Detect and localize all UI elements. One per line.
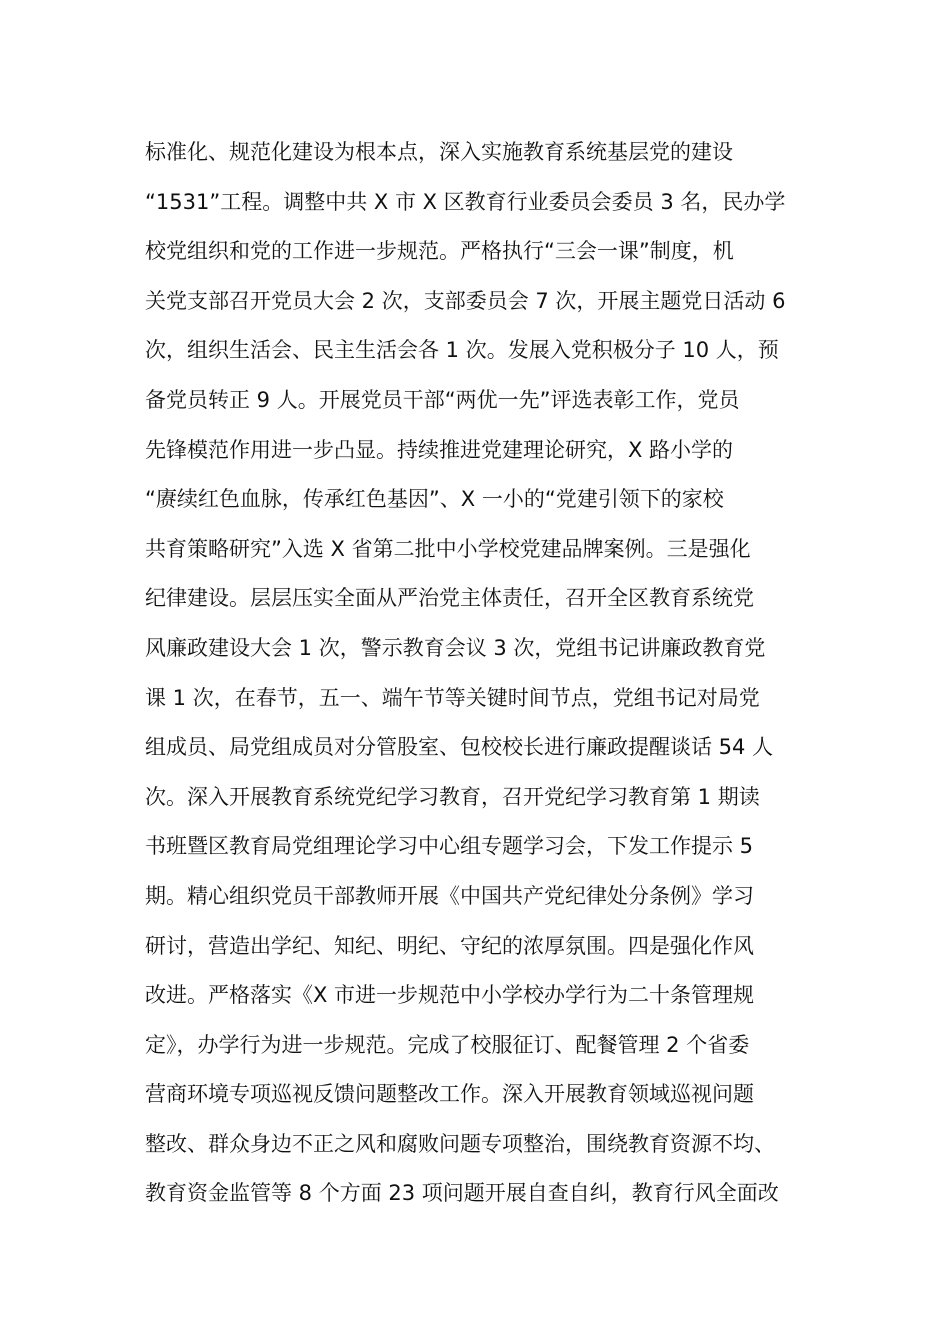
text-line-4: 关党支部召开党员大会 2 次，支部委员会 7 次，开展主题党日活动 6	[145, 288, 786, 313]
body-text	[145, 128, 825, 1219]
text-line-22: 教育资金监管等 8 个方面 23 项问题开展自查自纠，教育行风全面改	[145, 1181, 779, 1206]
text-line-20: 营商环境专项巡视反馈问题整改工作。深入开展教育领域巡视问题	[145, 1082, 754, 1107]
text-line-18: 改进。严格落实《X 市进一步规范中小学校办学行为二十条管理规	[145, 983, 755, 1008]
text-line-5: 次，组织生活会、民主生活会各 1 次。发展入党积极分子 10 人，预	[145, 338, 779, 363]
text-line-11: 风廉政建设大会 1 次，警示教育会议 3 次，党组书记讲廉政教育党	[145, 635, 766, 660]
text-line-1: 标准化、规范化建设为根本点，深入实施教育系统基层党的建设	[145, 140, 733, 164]
text-line-7: 先锋模范作用进一步凸显。持续推进党建理论研究，X 路小学的	[145, 437, 734, 462]
text-line-17: 研讨，营造出学纪、知纪、明纪、守纪的浓厚氛围。四是强化作风	[145, 933, 754, 958]
text-line-8: “赓续红色血脉，传承红色基因”、X 一小的“党建引领下的家校	[145, 487, 724, 512]
text-line-21: 整改、群众身边不正之风和腐败问题专项整治，围绕教育资源不均、	[145, 1131, 775, 1156]
text-line-14: 次。深入开展教育系统党纪学习教育，召开党纪学习教育第 1 期读	[145, 784, 760, 809]
text-line-6: 备党员转正 9 人。开展党员干部“两优一先”评选表彰工作，党员	[145, 387, 740, 412]
text-line-16: 期。精心组织党员干部教师开展《中国共产党纪律处分条例》学习	[145, 883, 754, 908]
text-line-9: 共育策略研究”入选 X 省第二批中小学校党建品牌案例。三是强化	[145, 536, 751, 561]
text-line-12: 课 1 次，在春节，五一、端午节等关键时间节点，党组书记对局党	[145, 685, 760, 710]
text-line-19: 定》，办学行为进一步规范。完成了校服征订、配餐管理 2 个省委	[145, 1032, 750, 1057]
text-line-10: 纪律建设。层层压实全面从严治党主体责任，召开全区教育系统党	[145, 586, 754, 611]
text-line-13: 组成员、局党组成员对分管股室、包校校长进行廉政提醒谈话 54 人	[145, 735, 774, 760]
text-line-2: “1531”工程。调整中共 X 市 X 区教育行业委员会委员 3 名，民办学	[145, 189, 786, 214]
text-line-15: 书班暨区教育局党组理论学习中心组专题学习会，下发工作提示 5	[145, 834, 754, 859]
text-line-3: 校党组织和党的工作进一步规范。严格执行“三会一课”制度，机	[145, 239, 734, 264]
